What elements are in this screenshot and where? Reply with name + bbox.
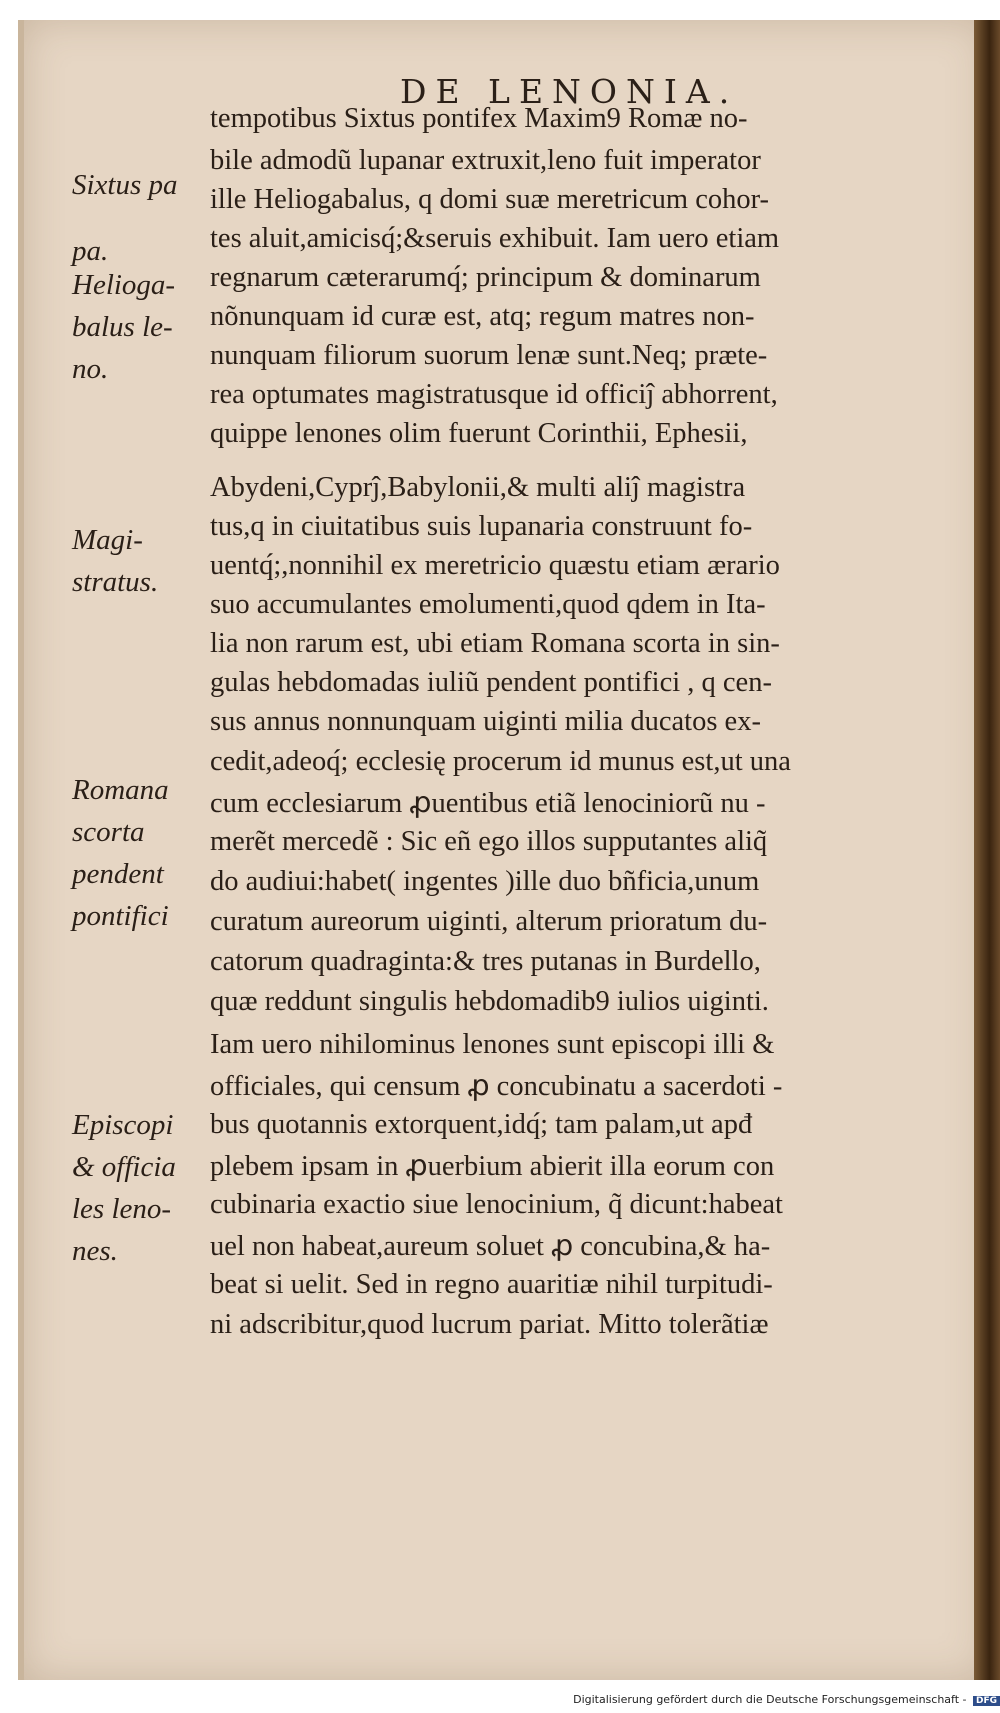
text-line: Abydeni,Cyprĵ,Babylonii,& multi aliĵ magistra (210, 472, 746, 503)
text-line: ille Heliogabalus, q domi suæ meretricum cohor- (210, 184, 770, 215)
book-edge (974, 20, 1000, 1680)
margin-note: & officia (72, 1151, 176, 1183)
text-line: nunquam filiorum suorum lenæ sunt.Neq; præte- (210, 340, 768, 371)
text-line: cedit,adeoq́; ecclesię procerum id munus est,ut una (210, 746, 791, 777)
text-line: rea optumates magistratusque id officiĵ abhorrent, (210, 379, 778, 410)
text-line: cum ecclesiarum ꝓuentibus etiã lenociniorũ nu - (210, 788, 766, 819)
margin-note: pontifici (72, 900, 169, 932)
margin-note: Episcopi (72, 1109, 174, 1141)
text-line: plebem ipsam in ꝓuerbium abierit illa eorum con (210, 1151, 775, 1182)
margin-note: pendent (72, 858, 164, 890)
text-line: regnarum cæterarumq́; principum & dominarum (210, 262, 761, 293)
margin-note: les leno- (72, 1193, 172, 1225)
footer-text: Digitalisierung gefördert durch die Deutsche Forschungsgemeinschaft - (573, 1693, 967, 1706)
margin-note: scorta (72, 816, 145, 848)
text-line: merẽt mercedẽ : Sic eñ ego illos supputantes aliq̃ (210, 826, 768, 857)
margin-note: balus le- (72, 311, 173, 343)
text-line: bus quotannis extorquent,idq́; tam palam,ut apđ (210, 1109, 753, 1140)
text-line: curatum aureorum uiginti, alterum prioratum du- (210, 906, 768, 937)
margin-note: pa. (72, 235, 109, 267)
text-line: tus,q in ciuitatibus suis lupanaria construunt fo- (210, 511, 753, 542)
digitization-footer (560, 1693, 1000, 1713)
text-line: nõnunquam id curæ est, atq; regum matres non- (210, 301, 755, 332)
text-line: tempotibus Sixtus pontifex Maxim9 Romæ no- (210, 103, 748, 134)
margin-note: Helioga- (72, 269, 176, 301)
text-line: do audiui:habet( ingentes )ille duo bñficia,unum (210, 866, 760, 897)
margin-note: Sixtus pa (72, 169, 178, 201)
text-line: uel non habeat,aureum soluet ꝓ concubina,& ha- (210, 1231, 771, 1262)
text-line: sus annus nonnunquam uiginti milia ducatos ex- (210, 706, 761, 737)
text-line: tes aluit,amicisq́;&seruis exhibuit. Iam uero etiam (210, 223, 780, 254)
margin-note: no. (72, 353, 109, 385)
text-line: suo accumulantes emolumenti,quod qdem in Ita- (210, 589, 766, 620)
text-line: Iam uero nihilominus lenones sunt episcopi illi & (210, 1029, 775, 1060)
text-line: catorum quadraginta:& tres putanas in Burdello, (210, 946, 761, 977)
running-header: DE LENONIA. (400, 72, 739, 111)
text-line: officiales, qui censum ꝓ concubinatu a sacerdoti - (210, 1071, 783, 1102)
text-line: quippe lenones olim fuerunt Corinthii, Ephesii, (210, 418, 748, 449)
dfg-logo: DFG (973, 1696, 1000, 1706)
text-line: quæ reddunt singulis hebdomadib9 iulios uiginti. (210, 986, 769, 1017)
text-line: lia non rarum est, ubi etiam Romana scorta in sin- (210, 628, 780, 659)
margin-note: nes. (72, 1235, 118, 1267)
text-line: gulas hebdomadas iuliũ pendent pontifici , q cen- (210, 667, 772, 698)
text-line: cubinaria exactio siue lenocinium, q̃ dicunt:habeat (210, 1189, 783, 1220)
margin-note: stratus. (72, 566, 159, 598)
margin-note: Romana (72, 774, 169, 806)
text-line: ni adscribitur,quod lucrum pariat. Mitto tolerãtiæ (210, 1309, 769, 1340)
margin-note: Magi- (72, 524, 143, 556)
text-line: beat si uelit. Sed in regno auaritiæ nihil turpitudi- (210, 1269, 773, 1300)
text-line: uentq́;,nonnihil ex meretricio quæstu etiam ærario (210, 550, 780, 581)
text-line: bile admodũ lupanar extruxit,leno fuit imperator (210, 145, 761, 176)
